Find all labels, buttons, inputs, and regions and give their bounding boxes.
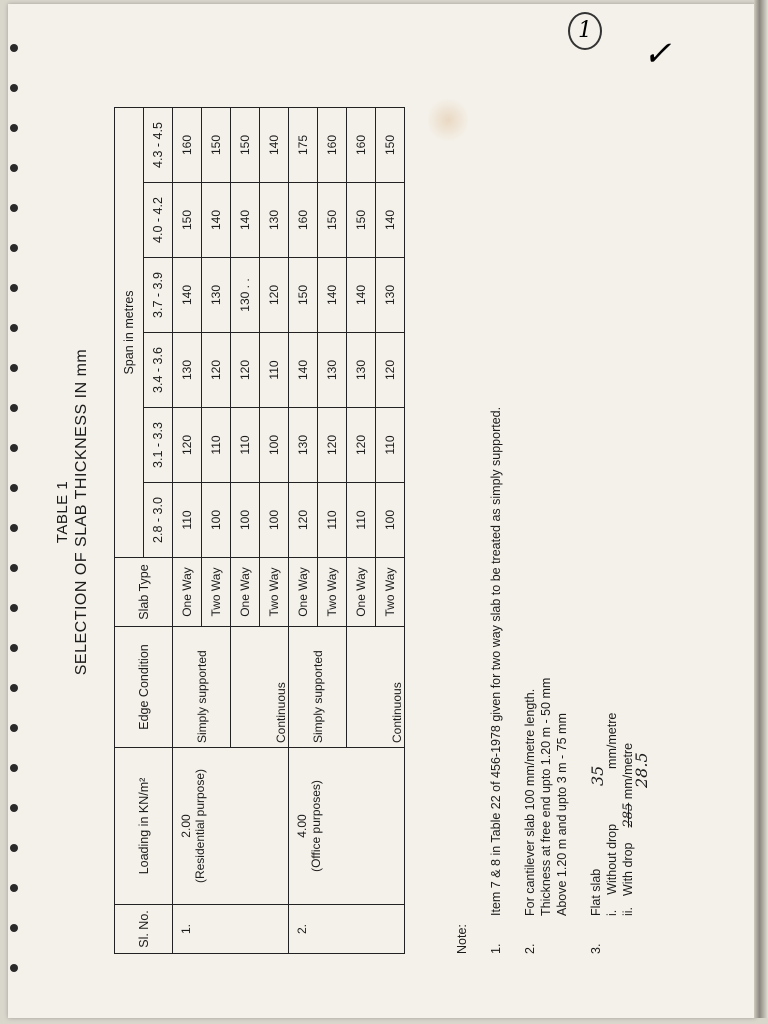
thickness-value: 100 (231, 483, 260, 558)
thickness-value: 150 (376, 108, 405, 183)
header-row-1 (115, 108, 144, 954)
thickness-value: 130 (289, 408, 318, 483)
slab-type: Two Way (376, 558, 405, 627)
note-number: 3. (589, 943, 603, 954)
loading-value: 2.00 (179, 814, 193, 838)
thickness-value: 100 (260, 408, 289, 483)
spiral-binding (10, 44, 20, 1004)
thickness-value: 130 (376, 258, 405, 333)
header-edge-condition: Edge Condition (115, 627, 173, 748)
slab-type: Two Way (318, 558, 347, 627)
note-1 (488, 54, 504, 954)
loading-value: 4.00 (295, 814, 309, 838)
note-title: Flat slab (589, 868, 603, 916)
thickness-value: 140 (289, 333, 318, 408)
sl-number: 1. (173, 905, 289, 954)
thickness-value: 110 (347, 483, 376, 558)
thickness-value: 160 (347, 108, 376, 183)
note-number: 2. (523, 943, 537, 954)
flat-slab-item (620, 54, 651, 916)
thickness-value: 140 (260, 108, 289, 183)
thickness-value: 150 (289, 258, 318, 333)
notes-heading: Note: (455, 924, 469, 954)
thickness-value: 120 (376, 333, 405, 408)
item-number: i. (605, 909, 619, 916)
thickness-value: 110 (173, 483, 202, 558)
thickness-value: 130 (260, 183, 289, 258)
note-2 (522, 54, 570, 954)
thickness-value: 150 (202, 108, 231, 183)
thickness-value: 140 (202, 183, 231, 258)
thickness-value: 140 (376, 183, 405, 258)
notes-section (454, 54, 651, 954)
loading-purpose: (Office purposes) (309, 780, 323, 872)
note-text: Item 7 & 8 in Table 22 of 456-1978 given for two way slab to be treated as simply supported. (489, 406, 503, 916)
header-loading: Loading in KN/m² (115, 748, 173, 905)
slab-thickness-table (114, 107, 405, 954)
thickness-value: 110 (260, 333, 289, 408)
item-label: With drop (621, 842, 635, 896)
thickness-value: 120 (231, 333, 260, 408)
note-text: Thickness at free end upto 1.20 m - 50 mm (539, 677, 553, 916)
loading-cell (289, 748, 405, 905)
item-value: mm/metre (605, 712, 619, 769)
table-row (289, 108, 318, 954)
table-label: TABLE 1 (54, 480, 71, 544)
slab-type: One Way (347, 558, 376, 627)
slab-type: One Way (231, 558, 260, 627)
title-block (54, 12, 91, 1012)
table-title: SELECTION OF SLAB THICKNESS IN mm (73, 348, 90, 676)
thickness-value: 175 (289, 108, 318, 183)
note-number: 1. (489, 943, 503, 954)
note-text: For cantilever slab 100 mm/metre length. (523, 688, 537, 916)
thickness-value: 130 (202, 258, 231, 333)
rotated-content (24, 12, 744, 1012)
thickness-value: 160 (318, 108, 347, 183)
edge-condition: Continuous (231, 627, 289, 748)
header-slab-type: Slab Type (115, 558, 173, 627)
thickness-value: 140 (231, 183, 260, 258)
handwritten-value: 35 (588, 765, 607, 786)
table-row (173, 108, 202, 954)
span-header: 3.1 - 3.3 (144, 408, 173, 483)
thickness-value: 160 (289, 183, 318, 258)
header-sl-no: Sl. No. (115, 905, 173, 954)
slab-type: Two Way (202, 558, 231, 627)
header-span: Span in metres (115, 108, 144, 558)
thickness-value: 100 (202, 483, 231, 558)
thickness-value: 150 (173, 183, 202, 258)
thickness-value: 150 (347, 183, 376, 258)
loading-purpose: (Residential purpose) (193, 768, 207, 884)
thickness-value: 140 (173, 258, 202, 333)
edge-condition: Continuous (347, 627, 405, 748)
loading-cell (173, 748, 289, 905)
thickness-value: 130 (173, 333, 202, 408)
thickness-value: 120 (347, 408, 376, 483)
slab-type: One Way (173, 558, 202, 627)
span-header: 3.7 - 3.9 (144, 258, 173, 333)
slab-type: One Way (289, 558, 318, 627)
thickness-value: 130 . . (231, 258, 260, 333)
edge-condition: Simply supported (173, 627, 231, 748)
thickness-value: 130 (347, 333, 376, 408)
span-header: 4.0 - 4.2 (144, 183, 173, 258)
thickness-value: 120 (318, 408, 347, 483)
item-number: ii. (621, 906, 635, 916)
thickness-value: 120 (260, 258, 289, 333)
thickness-value: 140 (318, 258, 347, 333)
thickness-value: 120 (289, 483, 318, 558)
thickness-value: 120 (173, 408, 202, 483)
page-edge (754, 0, 768, 1018)
thickness-value: 110 (202, 408, 231, 483)
thickness-value: 110 (376, 408, 405, 483)
thickness-value: 140 (347, 258, 376, 333)
thickness-value: 130 (318, 333, 347, 408)
thickness-value: 150 (318, 183, 347, 258)
item-value: mm/metre (621, 742, 635, 800)
thickness-value: 100 (260, 483, 289, 558)
sl-number: 2. (289, 905, 405, 954)
span-header: 2.8 - 3.0 (144, 483, 173, 558)
thickness-value: 100 (376, 483, 405, 558)
thickness-value: 110 (231, 408, 260, 483)
check-mark-icon: ✓ (643, 34, 672, 74)
thickness-value: 120 (202, 333, 231, 408)
note-3 (588, 54, 651, 954)
slab-type: Two Way (260, 558, 289, 627)
edge-condition: Simply supported (289, 627, 347, 748)
handwritten-value: 28.5 (632, 752, 651, 788)
item-label: Without drop (605, 823, 619, 895)
note-text: Above 1.20 m and upto 3 m - 75 mm (555, 713, 569, 916)
circled-page-number: 1 (568, 12, 602, 50)
span-header: 4.3 - 4.5 (144, 108, 173, 183)
thickness-value: 110 (318, 483, 347, 558)
handwritten-value: 285 (621, 802, 636, 828)
thickness-value: 150 (231, 108, 260, 183)
thickness-value: 160 (173, 108, 202, 183)
span-header: 3.4 - 3.6 (144, 333, 173, 408)
